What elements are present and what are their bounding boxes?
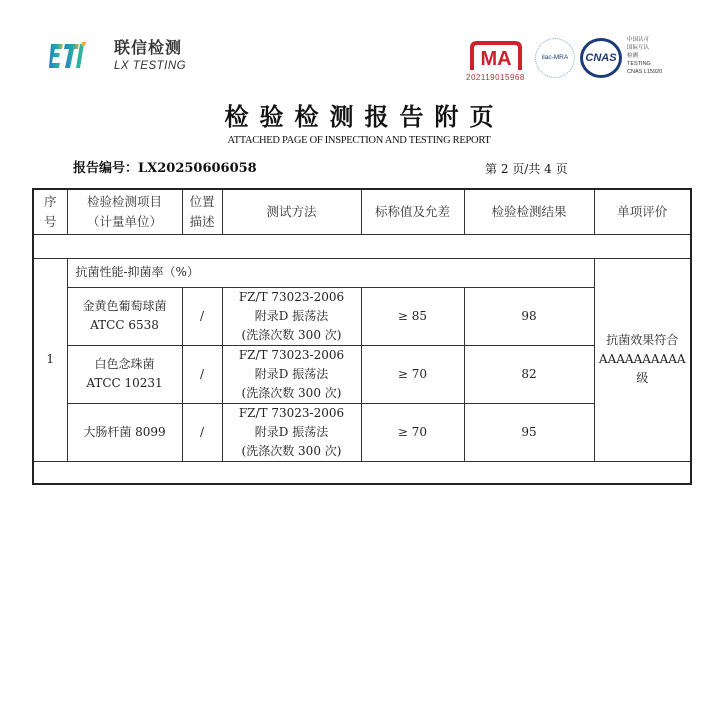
- table-header-row: [33, 189, 691, 234]
- cma-number: 202119015968: [466, 73, 525, 82]
- header-standard: 标称值及允差: [361, 189, 464, 234]
- lx-logo-icon: [47, 40, 87, 72]
- item-name: 大肠杆菌 8099: [83, 424, 166, 439]
- result-cell: 95: [464, 403, 594, 461]
- cnas-text: CNAS: [585, 51, 617, 64]
- method-line: 附录D 振荡法: [254, 308, 329, 323]
- item-cell: [67, 345, 182, 403]
- header-text: （计量单位）: [86, 213, 162, 229]
- category-cell: 抗菌性能-抑菌率（%）: [67, 258, 594, 287]
- header-text: 检验检测项目: [86, 193, 162, 209]
- cnas-accreditation-text: [627, 36, 662, 76]
- evaluation-text: AAAAAAAAAA: [598, 352, 686, 366]
- header-text: 号: [43, 213, 57, 229]
- empty-row: [33, 234, 691, 258]
- method-line: (洗涤次数 300 次): [241, 385, 342, 400]
- position-cell: /: [182, 345, 222, 403]
- table-row: [33, 345, 691, 403]
- table-row: [33, 287, 691, 345]
- position-cell: /: [182, 287, 222, 345]
- method-cell: [222, 403, 361, 461]
- position-cell: /: [182, 403, 222, 461]
- header-method: 测试方法: [222, 189, 361, 234]
- table-row: [33, 403, 691, 461]
- item-cell: [67, 287, 182, 345]
- header-result: 检验检测结果: [464, 189, 594, 234]
- cma-text: MA: [480, 48, 512, 70]
- method-line: FZ/T 73023-2006: [238, 405, 345, 420]
- seq-cell: 1: [33, 258, 67, 461]
- header-item: [67, 189, 182, 234]
- method-line: 附录D 振荡法: [254, 366, 329, 381]
- method-line: (洗涤次数 300 次): [241, 443, 342, 458]
- logo-english-name: LX TESTING: [114, 60, 187, 72]
- item-name: 白色念珠菌: [94, 357, 155, 371]
- result-cell: 98: [464, 287, 594, 345]
- page-subtitle: ATTACHED PAGE OF INSPECTION AND TESTING REPORT: [227, 135, 491, 146]
- cnas-line: TESTING: [627, 61, 651, 67]
- header-position: [182, 189, 222, 234]
- method-line: FZ/T 73023-2006: [238, 289, 345, 304]
- evaluation-cell: [594, 258, 691, 461]
- cnas-line: CNAS L15920: [627, 69, 663, 75]
- empty-row: [33, 461, 691, 484]
- page-title: 检验检测报告附页: [224, 102, 505, 131]
- standard-cell: ≥ 70: [361, 403, 464, 461]
- method-cell: [222, 287, 361, 345]
- evaluation-text: 级: [636, 371, 649, 385]
- page-number: 第 2 页/共 4 页: [485, 162, 568, 176]
- method-line: (洗涤次数 300 次): [241, 327, 342, 342]
- ilac-text: ilac-MRA: [541, 54, 569, 61]
- header-text: 位置描述: [189, 193, 215, 229]
- method-line: FZ/T 73023-2006: [238, 347, 345, 362]
- empty-cell: [33, 461, 691, 484]
- item-name: 金黄色葡萄球菌: [82, 299, 167, 313]
- cnas-line: 检测: [627, 53, 639, 59]
- cnas-line: 国际互认: [627, 45, 650, 51]
- method-line: 附录D 振荡法: [254, 424, 329, 439]
- evaluation-text: 抗菌效果符合: [606, 333, 679, 347]
- report-number: 报告编号：LX20250606058: [73, 161, 257, 176]
- standard-cell: ≥ 85: [361, 287, 464, 345]
- category-row: [33, 258, 691, 287]
- results-table: [32, 188, 692, 485]
- item-code: ATCC 6538: [90, 318, 159, 332]
- cma-seal-icon: [468, 40, 524, 72]
- cnas-logo: [580, 38, 622, 78]
- standard-cell: ≥ 70: [361, 345, 464, 403]
- empty-cell: [33, 234, 691, 258]
- logo-chinese-name: 联信检测: [114, 38, 183, 57]
- item-cell: [67, 403, 182, 461]
- ilac-mra-logo: [535, 38, 575, 78]
- result-cell: 82: [464, 345, 594, 403]
- method-cell: [222, 345, 361, 403]
- header-evaluation: 单项评价: [594, 189, 691, 234]
- item-code: ATCC 10231: [86, 376, 163, 390]
- cnas-line: 中国认可: [627, 37, 650, 43]
- header-text: 序: [43, 193, 57, 209]
- header-seq: [33, 189, 67, 234]
